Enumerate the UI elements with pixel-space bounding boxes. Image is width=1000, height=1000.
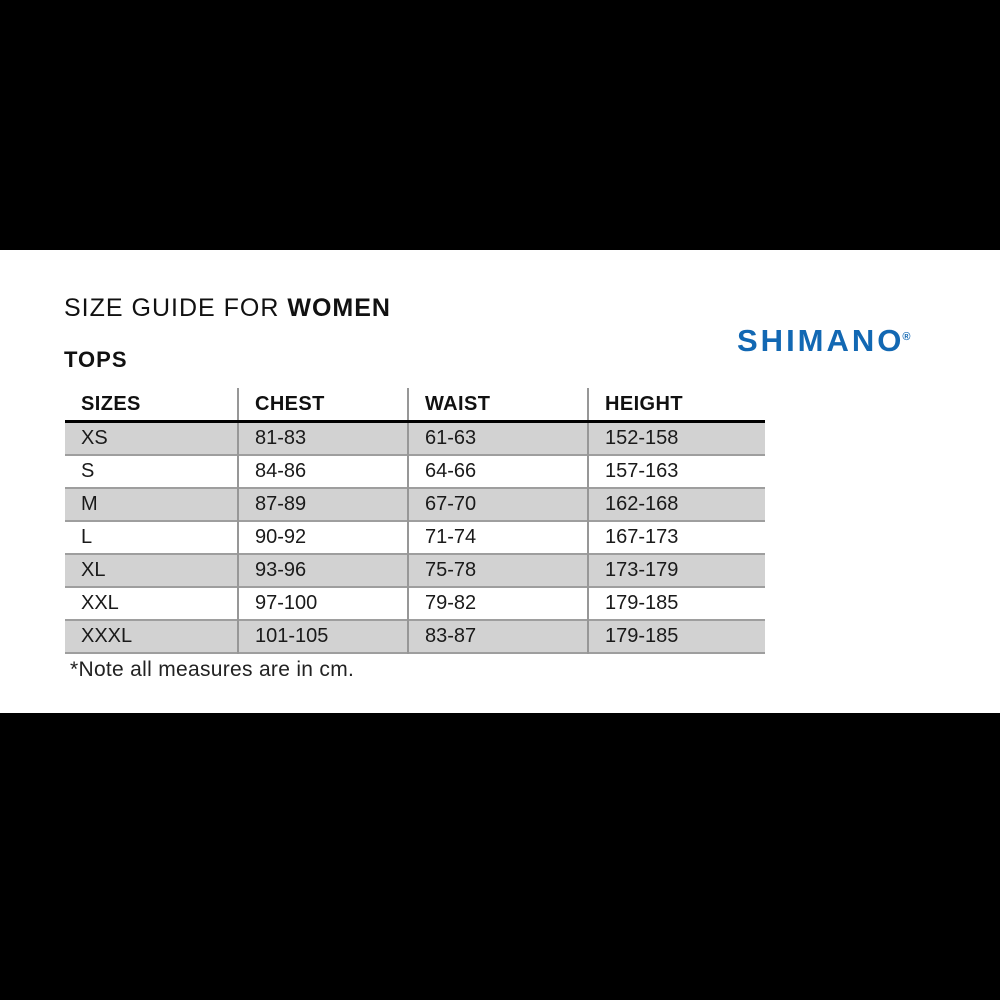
waist-cell: 67-70	[408, 488, 588, 521]
column-header-chest: CHEST	[238, 388, 408, 422]
size-cell: XXL	[81, 592, 119, 614]
waist-cell: 71-74	[408, 521, 588, 554]
chest-cell: 90-92	[238, 521, 408, 554]
top-letterbox-bar	[0, 0, 1000, 250]
chest-cell: 87-89	[238, 488, 408, 521]
chest-cell: 93-96	[238, 554, 408, 587]
chest-cell: 84-86	[238, 455, 408, 488]
table-row-xxl	[65, 587, 765, 620]
registered-trademark-icon: ®	[902, 331, 911, 343]
table-row-xxxl	[65, 620, 765, 653]
height-cell: 173-179	[588, 554, 765, 587]
waist-cell: 79-82	[408, 587, 588, 620]
size-cell: XS	[81, 427, 108, 449]
table-row-m	[65, 488, 765, 521]
size-cell: S	[81, 460, 95, 482]
measurement-note: *Note all measures are in cm.	[70, 658, 355, 681]
table-row-l	[65, 521, 765, 554]
size-cell: XXXL	[81, 625, 133, 647]
chest-cell: 81-83	[238, 422, 408, 456]
height-cell: 152-158	[588, 422, 765, 456]
column-header-sizes: SIZES	[65, 388, 238, 422]
column-header-waist: WAIST	[408, 388, 588, 422]
height-cell: 162-168	[588, 488, 765, 521]
height-cell: 167-173	[588, 521, 765, 554]
section-title: TOPS	[64, 347, 128, 372]
size-cell: L	[81, 526, 93, 548]
page-title	[64, 294, 391, 323]
shimano-logo	[737, 325, 913, 356]
chest-cell: 101-105	[238, 620, 408, 653]
shimano-logo-text: SHIMANO	[737, 323, 905, 358]
table-row-xl	[65, 554, 765, 587]
table-row-s	[65, 455, 765, 488]
size-cell: M	[81, 493, 98, 515]
bottom-letterbox-bar	[0, 713, 1000, 1000]
column-header-height: HEIGHT	[588, 388, 765, 422]
size-table-header-row	[65, 388, 765, 422]
chest-cell: 97-100	[238, 587, 408, 620]
height-cell: 179-185	[588, 620, 765, 653]
size-table	[65, 388, 765, 654]
page-title-regular: SIZE GUIDE FOR	[64, 294, 288, 322]
size-guide-panel	[0, 250, 1000, 713]
height-cell: 179-185	[588, 587, 765, 620]
waist-cell: 75-78	[408, 554, 588, 587]
waist-cell: 83-87	[408, 620, 588, 653]
height-cell: 157-163	[588, 455, 765, 488]
waist-cell: 61-63	[408, 422, 588, 456]
table-row-xs	[65, 422, 765, 456]
size-cell: XL	[81, 559, 106, 581]
waist-cell: 64-66	[408, 455, 588, 488]
page-title-bold: WOMEN	[287, 294, 391, 322]
